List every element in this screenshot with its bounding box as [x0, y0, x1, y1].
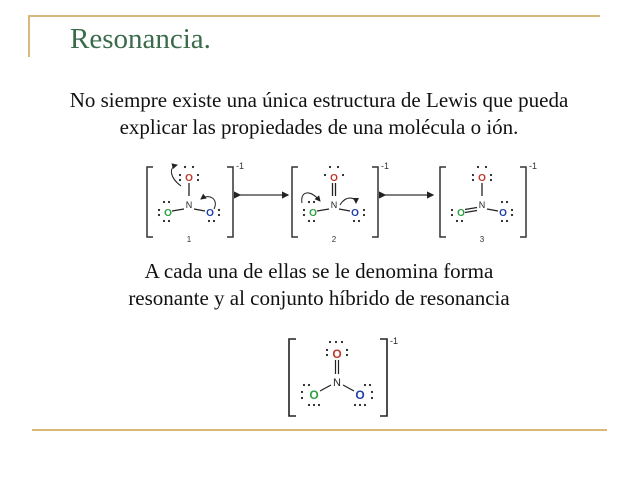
- hybrid-nitrogen: N: [333, 377, 341, 389]
- structure-3-oxygen-right: O: [499, 208, 507, 219]
- intro-line-2: explicar las propiedades de una molécula o ión.: [119, 115, 519, 139]
- structure-1-oxygen-right: O: [206, 208, 214, 219]
- structure-2-oxygen-left: O: [309, 208, 317, 219]
- structure-2-charge: -1: [381, 161, 390, 171]
- resonance-structure-1: [147, 161, 244, 244]
- structure-2-oxygen-right: O: [351, 208, 359, 219]
- structure-1-oxygen-top: O: [185, 173, 193, 184]
- structure-3-label: 3: [479, 235, 485, 244]
- slide-title: Resonancia.: [70, 23, 211, 55]
- intro-line-1: No siempre existe una única estructura de Lewis que pueda: [69, 88, 569, 112]
- structure-1-nitrogen: N: [185, 200, 193, 210]
- note-line-2: resonante y al conjunto híbrido de resonancia: [128, 286, 510, 310]
- structure-3-nitrogen: N: [478, 200, 486, 210]
- resonance-hybrid: [289, 336, 398, 416]
- structure-3-oxygen-top: O: [478, 173, 486, 184]
- structure-2-oxygen-top: O: [330, 173, 338, 184]
- structure-1-label: 1: [186, 235, 192, 244]
- structure-1-oxygen-left: O: [164, 208, 172, 219]
- structure-3-charge: -1: [529, 161, 538, 171]
- structure-2-nitrogen: N: [330, 200, 338, 210]
- hybrid-oxygen-left: O: [309, 388, 319, 402]
- note-line-1: A cada una de ellas se le denomina forma: [144, 259, 494, 283]
- resonance-structure-2: [292, 161, 389, 244]
- structure-3-oxygen-left: O: [457, 208, 465, 219]
- hybrid-oxygen-right: O: [355, 388, 365, 402]
- resonance-structure-3: [440, 161, 537, 244]
- hybrid-charge: -1: [390, 336, 399, 346]
- structure-1-charge: -1: [236, 161, 245, 171]
- hybrid-oxygen-top: O: [332, 347, 342, 361]
- structure-2-label: 2: [331, 235, 337, 244]
